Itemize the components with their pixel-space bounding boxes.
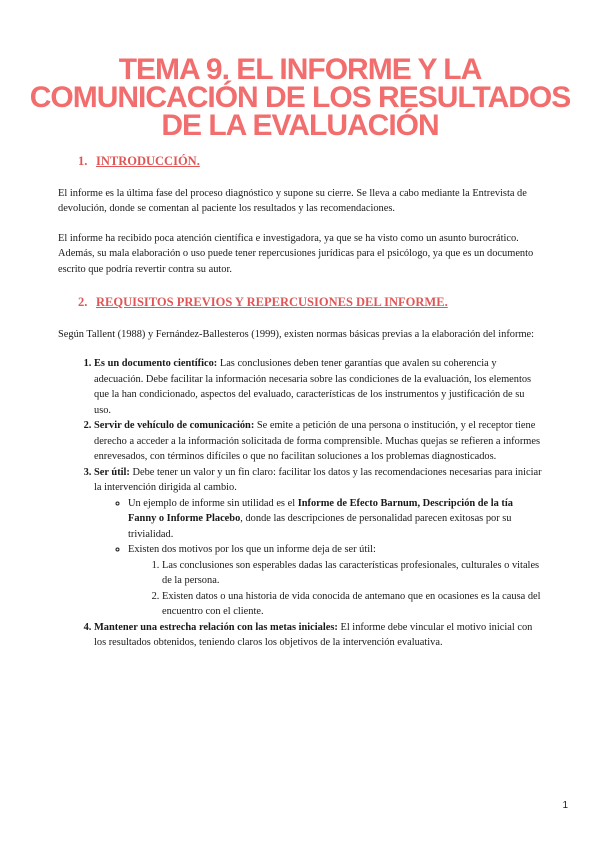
requirement-text: Se emite a petición de una persona o institución, y el receptor tiene derecho a acceder a la información solicitada de forma comprensible. Muchas quejas se refieren a informes enrevesados, con términos difíciles o que no facilitan soluciones a los problemas diagnosticados.	[94, 420, 541, 462]
requirement-text: Debe tener un valor y un fin claro: facilitar los datos y las recomendaciones necesarias para iniciar la intervención dirigida al cambio.	[94, 466, 542, 493]
page-number: 1	[562, 800, 568, 811]
usefulness-sublist	[94, 496, 542, 620]
section-1-title: INTRODUCCIÓN.	[96, 154, 200, 168]
barnum-text-start: Un ejemplo de informe sin utilidad es el	[128, 497, 298, 509]
document-body	[58, 154, 542, 651]
barnum-term: Informe de Efecto Barnum, Descripción de la tía Fanny o Informe Placebo	[128, 497, 513, 524]
title-line-2: COMUNICACIÓN DE LOS RESULTADOS	[29, 81, 571, 114]
sublist-item	[128, 496, 542, 543]
requirements-intro: Según Tallent (1988) y Fernández-Ballesteros (1999), existen normas básicas previas a la elaboración del informe:	[58, 328, 535, 340]
reasons-list	[128, 558, 542, 620]
requirement-item	[94, 418, 542, 465]
requirement-label: Es un documento científico:	[94, 358, 218, 369]
requirement-item	[94, 356, 542, 418]
barnum-text-end: , donde las descripciones de personalidad parecen exitosas por su trivialidad.	[128, 513, 512, 540]
requirement-text: Las conclusiones deben tener garantías que avalen su coherencia y adecuación. Debe facilitar la información necesaria sobre las condiciones de la evaluación, los elementos que la han condicionado, aspectos del evaluado, características de los instrumentos y justificación de su uso.	[94, 358, 532, 416]
reason-item: 1. Las conclusiones son esperables dadas las características profesionales, culturales o vitales de la persona.	[162, 558, 542, 589]
section-1-heading	[78, 154, 542, 170]
requirement-label: Servir de vehículo de comunicación:	[94, 420, 255, 431]
intro-paragraph-1: El informe es la última fase del proceso diagnóstico y supone su cierre. Se lleva a cabo mediante la Entrevista de devolución, donde se comentan al paciente los resultados y las recomendaciones.	[58, 187, 527, 214]
document-title	[0, 53, 600, 142]
sublist-item	[128, 542, 542, 620]
section-2-title: REQUISITOS PREVIOS Y REPERCUSIONES DEL INFORME.	[96, 295, 448, 309]
reasons-intro: Existen dos motivos por los que un informe deja de ser útil:	[128, 544, 376, 555]
intro-paragraph-2: El informe ha recibido poca atención científica e investigadora, ya que se ha visto como un asunto burocrático. Además, su mala elaboración o uso puede tener repercusiones jurídicas para el psicólogo, ya que es un documento escrito que podría revertir contra su autor.	[58, 232, 534, 275]
section-2-number: 2.	[78, 295, 88, 309]
requirement-label: Mantener una estrecha relación con las metas iniciales:	[94, 621, 338, 633]
requirements-list	[58, 356, 542, 651]
reason-item: 2. Existen datos o una historia de vida conocida de antemano que en ocasiones es la causa del encuentro con el cliente.	[162, 589, 542, 620]
section-2-heading	[78, 295, 542, 311]
requirement-text: El informe debe vincular el motivo inicial con los resultados obtenidos, teniendo claros los objetivos de la intervención evaluativa.	[94, 621, 533, 648]
title-line-3: DE LA EVALUACIÓN	[161, 109, 439, 142]
section-1-number: 1.	[78, 154, 88, 168]
requirement-label: Ser útil:	[94, 466, 130, 478]
title-line-1: TEMA 9. EL INFORME Y LA	[118, 53, 482, 86]
requirement-item	[94, 465, 542, 620]
requirement-item	[94, 620, 542, 651]
